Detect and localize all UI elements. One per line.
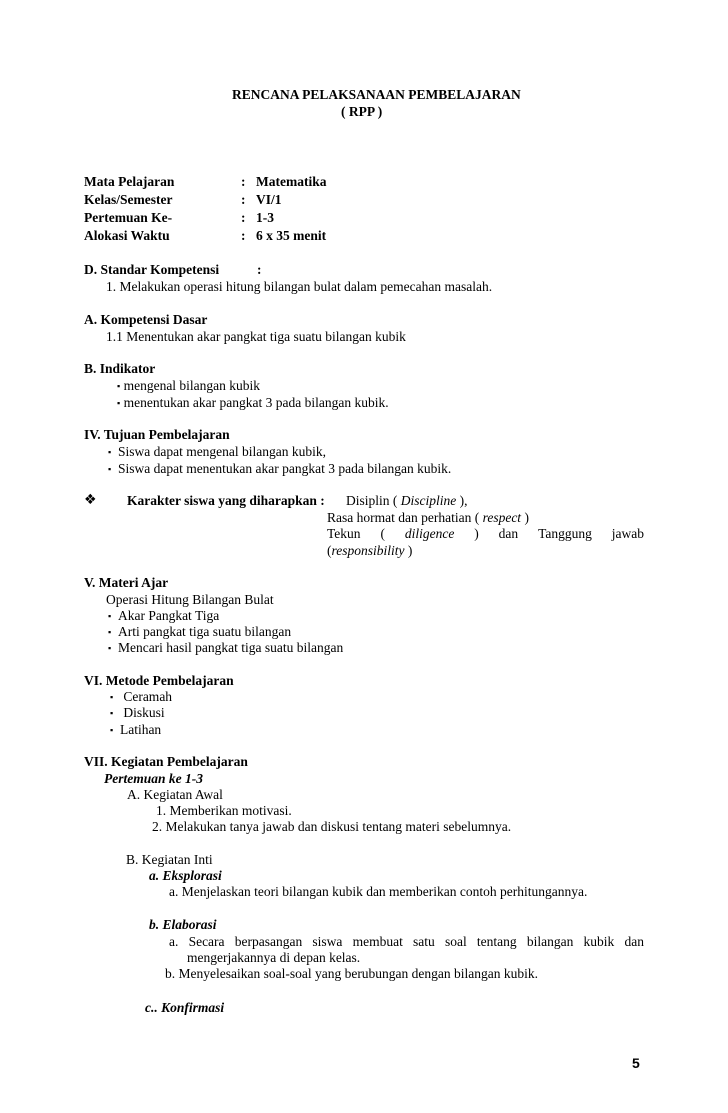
square-bullet-icon: ▪ (108, 643, 112, 653)
list-item: ▪ Akar Pangkat Tiga (108, 608, 220, 623)
kegiatan-eksplorasi: a. Eksplorasi (149, 868, 222, 883)
kegiatan-elaborasi: b. Elaborasi (149, 917, 217, 932)
list-item: ▪ mengenal bilangan kubik (117, 378, 261, 393)
karakter-line-3: Tekun ( diligence ) dan Tanggung jawab (327, 526, 644, 541)
standar-colon: : (257, 262, 262, 277)
info-colon: : (241, 174, 246, 189)
square-bullet-icon: ▪ (108, 464, 112, 474)
square-bullet-icon: ▪ (110, 708, 114, 718)
diamond-icon: ❖ (84, 492, 97, 508)
standar-item: 1. Melakukan operasi hitung bilangan bulat dalam pemecahan masalah. (106, 279, 493, 294)
info-value-alokasi: 6 x 35 menit (256, 228, 327, 243)
page-number: 5 (632, 1055, 640, 1071)
kegiatan-elaborasi-a-line-2: mengerjakannya di depan kelas. (187, 950, 361, 965)
kompetensi-heading: A. Kompetensi Dasar (84, 312, 208, 327)
indikator-heading: B. Indikator (84, 361, 156, 376)
kegiatan-pertemuan: Pertemuan ke 1-3 (104, 771, 203, 786)
square-bullet-icon: ▪ (117, 381, 121, 391)
square-bullet-icon: ▪ (110, 692, 114, 702)
tujuan-heading: IV. Tujuan Pembelajaran (84, 427, 230, 442)
standar-heading: D. Standar Kompetensi (84, 262, 220, 277)
list-item: ▪ Diskusi (110, 705, 165, 720)
square-bullet-icon: ▪ (117, 398, 121, 408)
info-value-kelas: VI/1 (256, 192, 282, 207)
kegiatan-eksplorasi-item: a. Menjelaskan teori bilangan kubik dan memberikan contoh perhitungannya. (169, 884, 588, 899)
info-label-mata-pelajaran: Mata Pelajaran (84, 174, 175, 189)
kegiatan-awal-item-2: 2. Melakukan tanya jawab dan diskusi tentang materi sebelumnya. (152, 819, 512, 834)
list-item: ▪ Latihan (110, 722, 162, 737)
list-item: ▪ menentukan akar pangkat 3 pada bilangan kubik. (117, 395, 389, 410)
square-bullet-icon: ▪ (108, 627, 112, 637)
list-item: ▪ Siswa dapat menentukan akar pangkat 3 pada bilangan kubik. (108, 461, 452, 476)
info-label-pertemuan: Pertemuan Ke- (84, 210, 173, 225)
materi-heading: V. Materi Ajar (84, 575, 169, 590)
info-colon: : (241, 192, 246, 207)
square-bullet-icon: ▪ (108, 611, 112, 621)
list-item: ▪ Siswa dapat mengenal bilangan kubik, (108, 444, 327, 459)
info-colon: : (241, 228, 246, 243)
kegiatan-awal-item-1: 1. Memberikan motivasi. (156, 803, 292, 818)
list-item: ▪ Mencari hasil pangkat tiga suatu bilangan (108, 640, 344, 655)
document-title: RENCANA PELAKSANAAN PEMBELAJARAN (232, 87, 521, 102)
info-value-mata-pelajaran: Matematika (256, 174, 327, 189)
info-label-kelas: Kelas/Semester (84, 192, 173, 207)
square-bullet-icon: ▪ (108, 447, 112, 457)
info-value-pertemuan: 1-3 (256, 210, 274, 225)
materi-intro: Operasi Hitung Bilangan Bulat (106, 592, 274, 607)
kegiatan-heading: VII. Kegiatan Pembelajaran (84, 754, 248, 769)
karakter-line-2: Rasa hormat dan perhatian ( respect ) (327, 510, 529, 525)
list-item: ▪ Ceramah (110, 689, 173, 704)
kegiatan-elaborasi-a-line-1: a. Secara berpasangan siswa membuat satu soal tentang bilangan kubik dan (169, 934, 644, 949)
karakter-line-4: (responsibility ) (327, 543, 413, 558)
info-colon: : (241, 210, 246, 225)
document-subtitle: ( RPP ) (341, 104, 383, 119)
list-item: ▪ Arti pangkat tiga suatu bilangan (108, 624, 292, 639)
karakter-label: Karakter siswa yang diharapkan : (127, 493, 325, 508)
info-label-alokasi: Alokasi Waktu (84, 228, 170, 243)
karakter-line-1: Disiplin ( Discipline ), (346, 493, 468, 508)
metode-heading: VI. Metode Pembelajaran (84, 673, 234, 688)
kegiatan-inti: B. Kegiatan Inti (126, 852, 213, 867)
square-bullet-icon: ▪ (110, 725, 114, 735)
kegiatan-awal: A. Kegiatan Awal (127, 787, 223, 802)
kegiatan-elaborasi-b: b. Menyelesaikan soal-soal yang berubungan dengan bilangan kubik. (165, 966, 539, 981)
kompetensi-item: 1.1 Menentukan akar pangkat tiga suatu bilangan kubik (106, 329, 406, 344)
kegiatan-konfirmasi: c.. Konfirmasi (145, 1000, 225, 1015)
